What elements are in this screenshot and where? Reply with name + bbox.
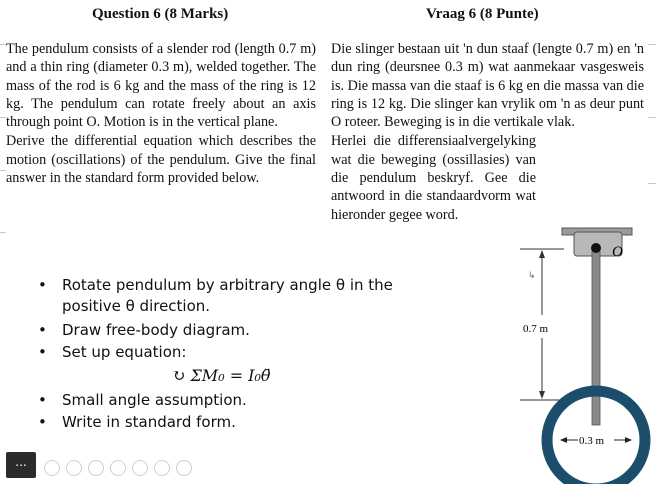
english-paragraph-1: The pendulum consists of a slender rod (length 0.7 m) and a thin ring (diameter 0.3 m), welded together. The mass of the rod is 6 kg and the mass of the ring is 12 kg. The pendulum can rotate freely about an axis through point O. Motion is in the vertical plane. <box>6 41 316 131</box>
afrikaans-paragraph-2: Herlei die differensiaalvergelyking wat die beweging (ossillasies) van die pendulum beskryf. Gee die antwoord in die standaardvorm wat hieronder gegee word. <box>331 133 536 223</box>
english-paragraph-2: Derive the differential equation which describes the motion (oscillations) of the pendulum. Give the final answer in the standard form provided below. <box>6 133 316 187</box>
arrow-left-icon <box>560 437 567 443</box>
arrow-right-icon <box>625 437 632 443</box>
previous-icon[interactable] <box>44 460 60 476</box>
zoom-icon[interactable] <box>110 460 126 476</box>
arrow-down-icon <box>539 391 545 399</box>
point-o-label: O <box>612 244 623 260</box>
step-item: • Write in standard form. <box>36 411 402 433</box>
step-item: • Draw free-body diagram. <box>36 319 402 341</box>
cursor-icon: ↳ <box>528 270 536 280</box>
step-item: • Set up equation: <box>36 341 402 363</box>
solution-steps <box>36 275 402 433</box>
moment-equation: ↻ ΣM₀ = I₀θ̈ <box>172 366 271 385</box>
pendulum-diagram <box>500 220 656 484</box>
ring-diameter-label: 0.3 m <box>579 435 605 447</box>
pendulum-rod <box>592 250 600 425</box>
presentation-toolbar <box>44 460 192 476</box>
more-options-icon[interactable] <box>176 460 192 476</box>
margin-tick <box>0 232 6 233</box>
question-title-afrikaans: Vraag 6 (8 Punte) <box>426 6 539 22</box>
slide-menu-button[interactable]: ... <box>6 452 36 478</box>
step-item: • Rotate pendulum by arbitrary angle θ in the positive θ direction. <box>36 275 402 319</box>
margin-tick <box>648 44 656 45</box>
question-title-english: Question 6 (8 Marks) <box>92 6 229 22</box>
english-column <box>6 40 316 187</box>
afrikaans-column <box>331 40 644 224</box>
rod-length-label: 0.7 m <box>523 323 549 335</box>
slides-icon[interactable] <box>132 460 148 476</box>
arrow-up-icon <box>539 250 545 258</box>
pivot-point <box>591 243 601 253</box>
afrikaans-paragraph-1: Die slinger bestaan uit 'n dun staaf (lengte 0.7 m) en 'n dun ring (deursnee 0.3 m) wat aanmekaar vasgesweis is. Die massa van die staaf is 6 kg en die massa van die ring is 12 kg. Die slinger kan vrylik om 'n as deur punt O roteer. Beweging is in die vertikale vlak. <box>331 41 644 131</box>
pen-icon[interactable] <box>88 460 104 476</box>
step-item: • Small angle assumption. <box>36 389 402 411</box>
subtitles-icon[interactable] <box>154 460 170 476</box>
margin-tick <box>648 117 656 118</box>
margin-tick <box>648 183 656 184</box>
next-icon[interactable] <box>66 460 82 476</box>
